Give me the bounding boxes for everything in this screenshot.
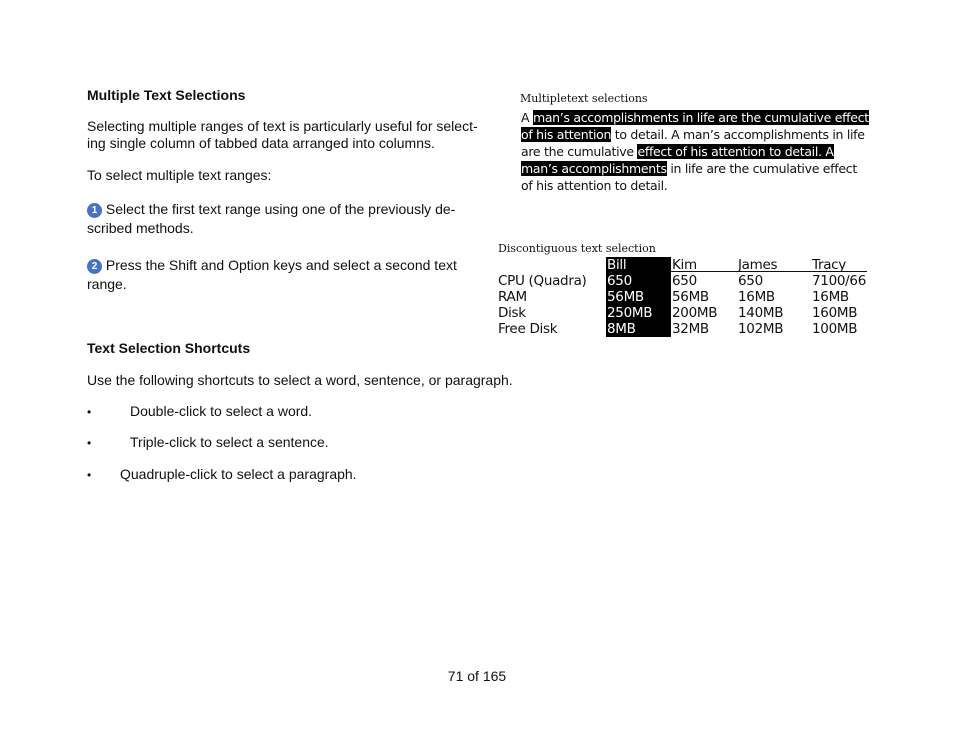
table-cell: 650 [738, 273, 763, 289]
table-cell: 200MB [672, 305, 718, 321]
table-cell: 102MB [738, 321, 784, 337]
figure-text-line [521, 127, 865, 143]
table-cell: 7100/66 [812, 273, 866, 289]
selected-text-segment: man’s accomplishments [521, 161, 667, 176]
section-heading-shortcuts: Text Selection Shortcuts [87, 340, 251, 356]
table-cell: 250MB [607, 305, 653, 321]
selected-text-segment: effect of his attention to detail. A [637, 144, 834, 159]
selected-text-segment: of his attention [521, 127, 612, 142]
table-cell: RAM [498, 289, 527, 305]
step-number-badge: 2 [87, 259, 102, 274]
table-cell: 140MB [738, 305, 784, 321]
table-cell: 8MB [607, 321, 636, 337]
selected-text-segment: man’s accomplishments in life are the cumulative effect [532, 110, 869, 125]
figure-text-line [521, 178, 667, 194]
step-text: Press the Shift and Option keys and select a second text [102, 257, 457, 273]
shortcuts-intro: Use the following shortcuts to select a word, sentence, or paragraph. [87, 372, 513, 388]
table-cell: 100MB [812, 321, 858, 337]
table-header-cell: Tracy [812, 257, 846, 273]
bullet-item: Quadruple-click to select a paragraph. [120, 466, 357, 482]
unselected-text-segment: in life are the cumulative effect [666, 161, 857, 176]
unselected-text-segment: to detail. A man’s accomplishments in life [611, 127, 865, 142]
figure-caption: Multipletext selections [520, 92, 648, 105]
instruction-text: To select multiple text ranges: [87, 167, 272, 183]
unselected-text-segment: A [521, 110, 533, 125]
bullet-marker: • [87, 436, 92, 450]
table-cell: 32MB [672, 321, 709, 337]
table-cell: Disk [498, 305, 526, 321]
intro-line: ing single column of tabbed data arranged into columns. [87, 135, 435, 151]
figure-text-line [521, 144, 834, 160]
table-header-cell: Bill [607, 257, 627, 273]
bullet-marker: • [87, 468, 92, 482]
table-cell: 56MB [672, 289, 709, 305]
intro-line: Selecting multiple ranges of text is particularly useful for select- [87, 118, 478, 134]
bullet-marker: • [87, 405, 92, 419]
bullet-item: Triple-click to select a sentence. [130, 434, 329, 450]
table-cell: 650 [672, 273, 697, 289]
table-cell: 650 [607, 273, 632, 289]
figure-caption: Discontiguous text selection [498, 242, 656, 255]
step-number-badge: 1 [87, 203, 102, 218]
step-text: scribed methods. [87, 220, 194, 236]
table-header-cell: James [738, 257, 778, 273]
step-text: Select the first text range using one of the previously de- [102, 201, 456, 217]
table-header-cell: Kim [672, 257, 697, 273]
table-cell: 16MB [738, 289, 775, 305]
figure-text-line [521, 161, 857, 177]
unselected-text-segment: of his attention to detail. [521, 178, 668, 193]
table-cell: CPU (Quadra) [498, 273, 587, 289]
table-cell: Free Disk [498, 321, 558, 337]
page-number: 71 of 165 [447, 668, 507, 684]
section-heading-multiple-selections: Multiple Text Selections [87, 87, 246, 103]
table-cell: 160MB [812, 305, 858, 321]
table-cell: 16MB [812, 289, 849, 305]
table-cell: 56MB [607, 289, 644, 305]
unselected-text-segment: are the cumulative [521, 144, 638, 159]
step-2 [87, 257, 487, 293]
figure-text-line [521, 110, 869, 126]
step-1 [87, 201, 487, 237]
step-text: range. [87, 276, 127, 292]
intro-paragraph [87, 118, 478, 152]
bullet-item: Double-click to select a word. [130, 403, 313, 419]
